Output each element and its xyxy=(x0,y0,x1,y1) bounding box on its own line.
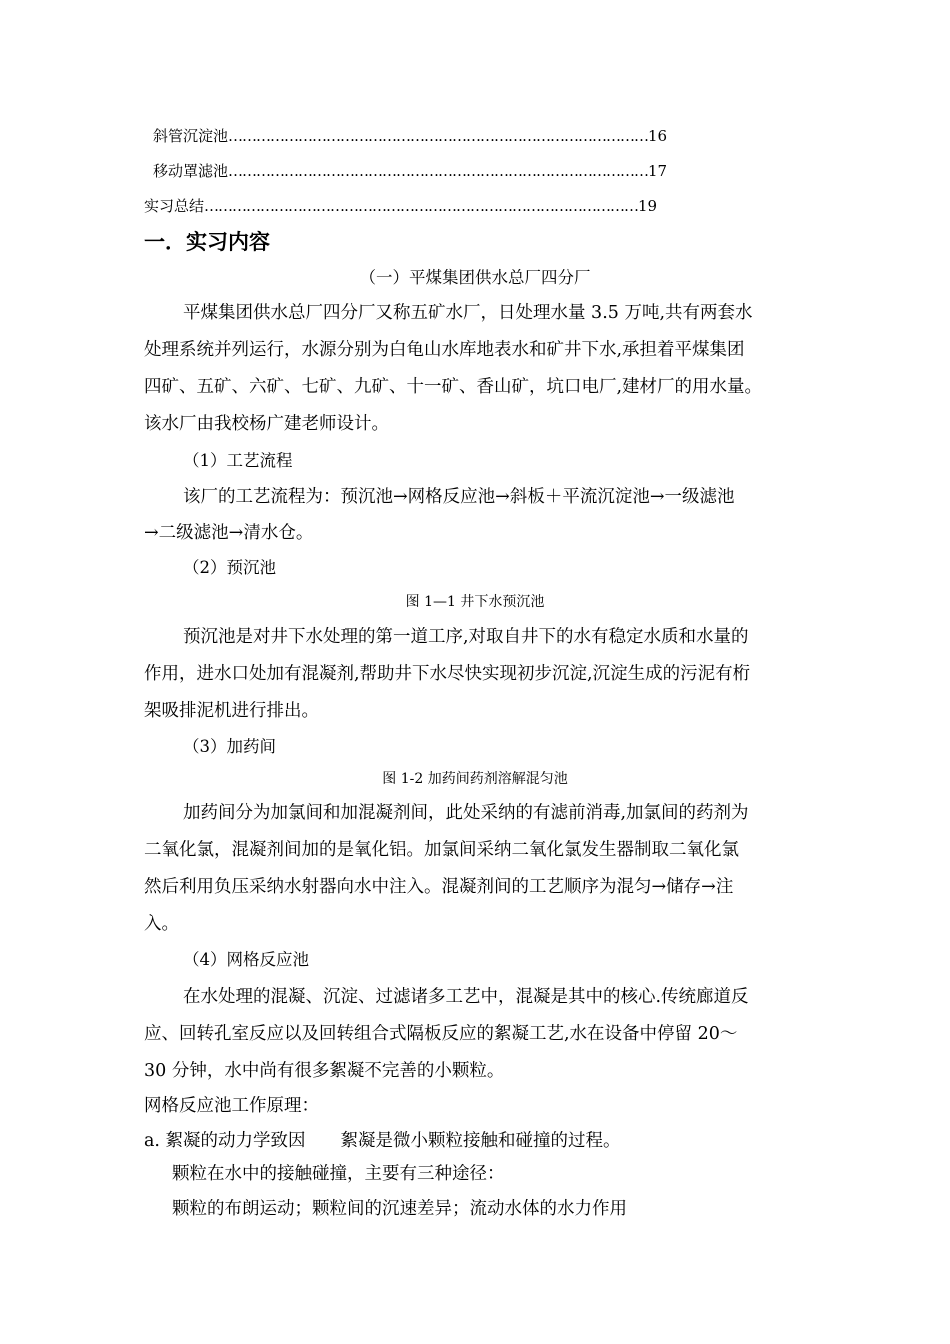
toc-entry xyxy=(144,196,657,216)
toc-entry-label: 实习总结 xyxy=(144,197,205,215)
paragraph-line: 处理系统并列运行，水源分别为白龟山水库地表水和矿井下水,承担着平煤集团 xyxy=(144,340,745,360)
toc-entry-leader: ……………………………………………………………………………… xyxy=(228,162,649,180)
section-title: （一）平煤集团供水总厂四分厂 xyxy=(359,268,591,287)
toc-entry-page: 19 xyxy=(638,197,658,215)
toc-entry xyxy=(153,161,667,181)
figure-caption: 图 1-2 加药间药剂溶解混匀池 xyxy=(382,771,568,787)
paragraph-line: 加药间分为加氯间和加混凝剂间，此处采纳的有滤前消毒,加氯间的药剂为 xyxy=(183,803,749,823)
subsection-heading: （1）工艺流程 xyxy=(183,451,293,470)
principle-heading: 网格反应池工作原理： xyxy=(144,1096,319,1116)
paragraph-line: 颗粒在水中的接触碰撞，主要有三种途径： xyxy=(172,1164,505,1184)
paragraph-line: →二级滤池→清水仓。 xyxy=(144,523,314,543)
paragraph-line: 该厂的工艺流程为：预沉池→网格反应池→斜板＋平流沉淀池→一级滤池 xyxy=(183,487,735,507)
paragraph-line: 架吸排泥机进行排出。 xyxy=(144,701,319,721)
paragraph-line: 颗粒的布朗运动；颗粒间的沉速差异；流动水体的水力作用 xyxy=(172,1199,627,1219)
toc-entry xyxy=(153,126,667,146)
toc-entry-label: 斜管沉淀池 xyxy=(153,127,229,145)
paragraph-line: 在水处理的混凝、沉淀、过滤诸多工艺中，混凝是其中的核心.传统廊道反 xyxy=(183,987,749,1007)
subsection-heading: （3）加药间 xyxy=(183,737,276,756)
subsection-heading: （2）预沉池 xyxy=(183,558,276,577)
paragraph-line: 二氧化氯，混凝剂间加的是氧化铝。加氯间采纳二氧化氯发生器制取二氧化氯 xyxy=(144,840,739,860)
toc-entry-label: 移动罩滤池 xyxy=(153,162,229,180)
toc-entry-leader: ……………………………………………………………………………… xyxy=(228,127,649,145)
paragraph-line: 30 分钟，水中尚有很多絮凝不完善的小颗粒。 xyxy=(144,1061,505,1081)
toc-entry-leader: ………………………………………………………………………………… xyxy=(204,197,639,215)
paragraph-line: 入。 xyxy=(144,914,179,934)
paragraph-line: 作用，进水口处加有混凝剂,帮助井下水尽快实现初步沉淀,沉淀生成的污泥有桁 xyxy=(144,664,751,684)
paragraph-line: 应、回转孔室反应以及回转组合式隔板反应的絮凝工艺,水在设备中停留 20～ xyxy=(144,1024,738,1044)
list-item: a. 絮凝的动力学致因 絮凝是微小颗粒接触和碰撞的过程。 xyxy=(144,1131,621,1151)
paragraph-line: 平煤集团供水总厂四分厂又称五矿水厂，日处理水量 3.5 万吨,共有两套水 xyxy=(183,303,753,323)
figure-caption: 图 1—1 井下水预沉池 xyxy=(405,594,545,610)
paragraph-line: 该水厂由我校杨广建老师设计。 xyxy=(144,414,389,434)
toc-entry-page: 16 xyxy=(648,127,668,145)
paragraph-line: 四矿、五矿、六矿、七矿、九矿、十一矿、香山矿，坑口电厂,建材厂的用水量。 xyxy=(144,377,763,397)
section-heading: 一．实习内容 xyxy=(144,230,270,254)
toc-entry-page: 17 xyxy=(648,162,668,180)
subsection-heading: （4）网格反应池 xyxy=(183,950,309,969)
paragraph-line: 然后利用负压采纳水射器向水中注入。混凝剂间的工艺顺序为混匀→储存→注 xyxy=(144,877,734,897)
paragraph-line: 预沉池是对井下水处理的第一道工序,对取自井下的水有稳定水质和水量的 xyxy=(183,627,749,647)
